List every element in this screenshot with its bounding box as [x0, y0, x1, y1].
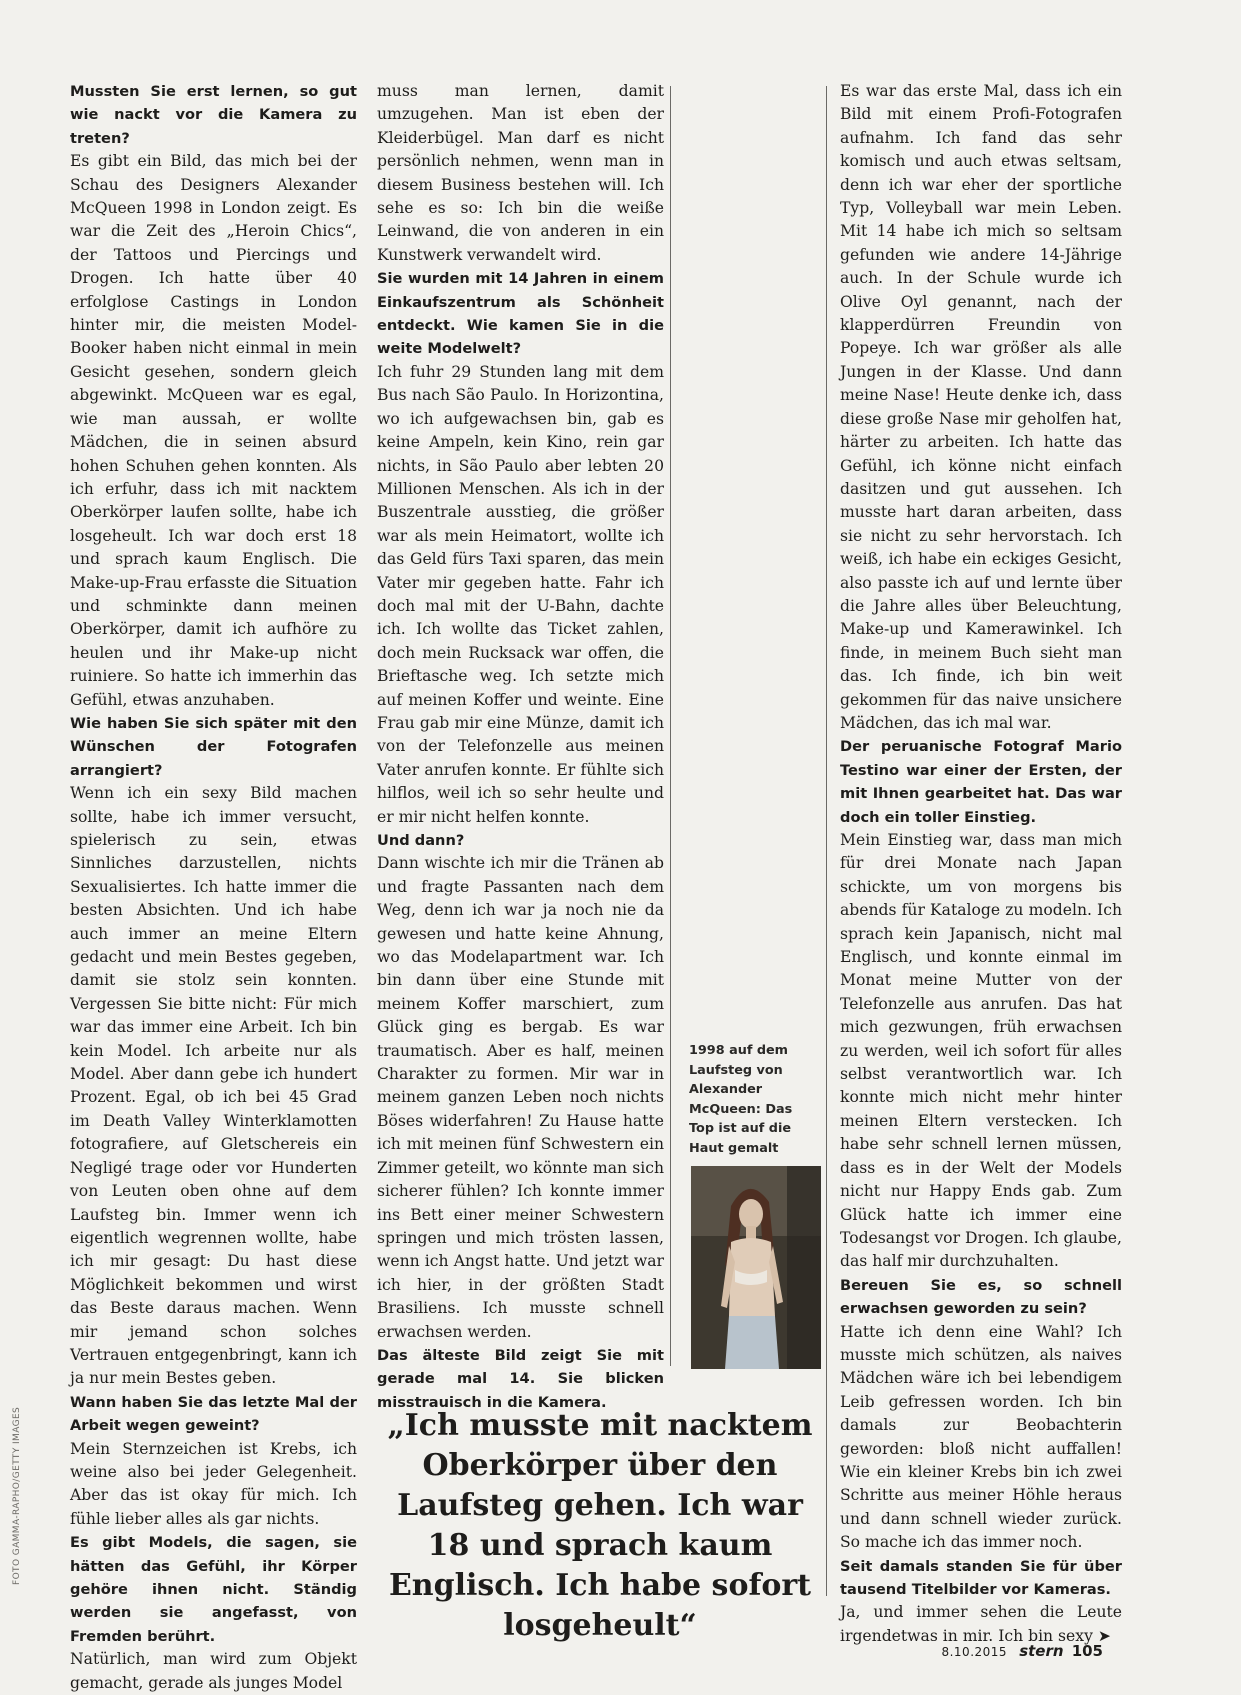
interview-answer: Ich fuhr 29 Stunden lang mit dem Bus nach São Paulo. In Horizontina, wo ich aufgewachsen bin, gab es keine Ampeln, kein Kino, rein gar nichts, in São Paulo aber lebten 20 Millionen Menschen. Als ich in der Buszentrale ausstieg, die größer war als mein Heimatort, wollte ich das Geld fürs Taxi sparen, das mein Vater mir gegeben hatte. Fahr ich doch mal mit der U-Bahn, dachte ich. Ich wollte das Ticket zahlen, doch mein Rucksack war offen, die Brieftasche weg. Ich setzte mich auf meinen Koffer und weinte. Eine Frau gab mir eine Münze, damit ich von der Telefonzelle aus meinen Vater anrufen konnte. Er fühlte sich hilflos, weil ich so sehr heulte und er mir nicht helfen konnte.: [377, 362, 664, 826]
interview-question: Und dann?: [377, 832, 465, 849]
page-footer: [941, 1642, 1103, 1660]
column-divider: [826, 86, 827, 1596]
interview-answer: Hatte ich denn eine Wahl? Ich musste mich schützen, als naives Mädchen wäre ich bei lebendigem Leib gefressen worden. Ich bin damals zur Beobachterin geworden: bloß nicht auffallen! Wie ein kleiner Krebs bin ich zwei Schritte aus meiner Höhle heraus und dann schnell wieder zurück. So mache ich das immer noch.: [840, 1322, 1122, 1552]
article-column-1: [70, 80, 357, 1695]
interview-question: Sie wurden mit 14 Jahren in einem Einkaufszentrum als Schönheit entdeckt. Wie kamen Sie in die weite Modelwelt?: [377, 270, 664, 358]
interview-answer: Es war das erste Mal, dass ich ein Bild mit einem Profi-Fotografen aufnahm. Ich fand das sehr komisch und auch etwas seltsam, denn ich war eher der sportliche Typ, Volleyball war mein Leben. Mit 14 habe ich mich so seltsam gefunden wie andere 14-Jährige auch. In der Schule wurde ich Olive Oyl genannt, nach der klapperdürren Freundin von Popeye. Ich war größer als alle Jungen in der Klasse. Und dann meine Nase! Heute denke ich, dass diese große Nase mir geholfen hat, härter zu arbeiten. Ich hatte das Gefühl, ich könne nicht einfach dasitzen und gut aussehen. Ich musste hart daran arbeiten, dass sie nicht zu sehr hervorstach. Ich weiß, ich habe ein eckiges Gesicht, also passte ich auf und lernte über die Jahre alles über Beleuchtung, Make-up und Kamerawinkel. Ich finde, in meinem Buch sieht man das. Ich finde, ich bin weit gekommen für das naive unsichere Mädchen, das ich mal war.: [840, 82, 1122, 732]
interview-question: Mussten Sie erst lernen, so gut wie nackt vor die Kamera zu treten?: [70, 83, 357, 147]
article-column-3: [840, 80, 1122, 1648]
interview-question: Wann haben Sie das letzte Mal der Arbeit wegen geweint?: [70, 1393, 357, 1435]
issue-date: 8.10.2015: [941, 1645, 1008, 1659]
runway-photo: [691, 1166, 821, 1369]
column-divider: [670, 86, 671, 1366]
photo-credit: FOTO GAMMA-RAPHO/GETTY IMAGES: [12, 1406, 22, 1585]
interview-question: Es gibt Models, die sagen, sie hätten das Gefühl, ihr Körper gehöre ihnen nicht. Ständig werden sie angefasst, von Fremden berührt.: [70, 1534, 357, 1645]
interview-answer: Ja, und immer sehen die Leute irgendetwas in mir. Ich bin sexy ➤: [840, 1603, 1122, 1645]
interview-answer: Dann wischte ich mir die Tränen ab und fragte Passanten nach dem Weg, denn ich war ja noch nie da gewesen und hatte keine Ahnung, wo das Modelapartment war. Ich bin dann über eine Stunde mit meinem Koffer marschiert, zum Glück ging es bergab. Es war traumatisch. Aber es half, meinen Charakter zu formen. Mir war in meinem ganzen Leben noch nichts Böses widerfahren! Zu Hause hatte ich mit meinen fünf Schwestern ein Zimmer geteilt, wo könnte man sich sicherer fühlen? Ich konnte immer ins Bett einer meiner Schwestern springen und mich trösten lassen, wenn ich Angst hatte. Und jetzt war ich hier, in der größten Stadt Brasiliens. Ich musste schnell erwachsen werden.: [377, 854, 664, 1341]
photo-caption: 1998 auf dem Laufsteg von Alexander McQueen: Das Top ist auf die Haut gemalt: [689, 1043, 793, 1156]
interview-answer: Mein Einstieg war, dass man mich für drei Monate nach Japan schickte, um von morgens bis abends für Kataloge zu modeln. Ich sprach kein Japanisch, nicht mal Englisch, und konnte einmal im Monat meine Mutter von der Telefonzelle aus anrufen. Das hat mich gezwungen, früh erwachsen zu werden, weil ich sofort für alles selbst verantwortlich war. Ich konnte mich nicht mehr hinter meinen Eltern verstecken. Ich habe sehr schnell lernen müssen, dass es in der Welt der Models nicht nur Happy Ends gab. Zum Glück hatte ich immer eine Todesangst vor Drogen. Ich glaube, das half mir durchzuhalten.: [840, 831, 1122, 1271]
interview-answer: muss man lernen, damit umzugehen. Man ist eben der Kleiderbügel. Man darf es nicht persönlich nehmen, wenn man in diesem Business bestehen will. Ich sehe es so: Ich bin die weiße Leinwand, die von anderen in ein Kunstwerk verwandelt wird.: [377, 82, 664, 264]
interview-question: Seit damals standen Sie für über tausend Titelbilder vor Kameras.: [840, 1557, 1122, 1598]
pull-quote: „Ich musste mit nacktem Oberkörper über den Laufsteg gehen. Ich war 18 und sprach kaum Englisch. Ich habe sofort losgeheult“: [387, 1408, 813, 1643]
article-column-2: [377, 80, 664, 1414]
interview-question: Der peruanische Fotograf Mario Testino war einer der Ersten, der mit Ihnen gearbeitet hat. Das war doch ein toller Einstieg.: [840, 738, 1122, 826]
interview-question: Bereuen Sie es, so schnell erwachsen geworden zu sein?: [840, 1276, 1122, 1318]
interview-answer: Mein Sternzeichen ist Krebs, ich weine also bei jeder Gelegenheit. Aber das ist okay für mich. Ich fühle lieber alles als gar nichts.: [70, 1439, 357, 1528]
interview-answer: Wenn ich ein sexy Bild machen sollte, habe ich immer versucht, spielerisch zu sein, etwas Sinnliches darzustellen, nichts Sexualisiertes. Ich hatte immer die besten Absichten. Und ich habe auch immer an meine Eltern gedacht und mein Bestes gegeben, damit sie stolz sein konnten. Vergessen Sie bitte nicht: Für mich war das immer eine Arbeit. Ich bin kein Model. Ich arbeite nur als Model. Aber dann gebe ich hundert Prozent. Egal, ob ich bei 45 Grad im Death Valley Winterklamotten fotografiere, auf Gletschereis ein Negligé trage oder vor Hunderten von Leuten oben ohne auf dem Laufsteg bin. Immer wenn ich eigentlich wegrennen wollte, habe ich mir gesagt: Du hast diese Möglichkeit bekommen und wirst das Beste daraus machen. Wenn mir jemand schon solches Vertrauen entgegenbringt, kann ich ja nur mein Bestes geben.: [70, 784, 357, 1388]
interview-answer: Es gibt ein Bild, das mich bei der Schau des Designers Alexander McQueen 1998 in London zeigt. Es war die Zeit des „Heroin Chics“, der Tattoos und Piercings und Drogen. Ich hatte über 40 erfolglose Castings in London hinter mir, die meisten Model-Booker haben nicht einmal in mein Gesicht gesehen, sondern gleich abgewinkt. McQueen war es egal, wie man aussah, er wollte Mädchen, die in seinen absurd hohen Schuhen gehen konnten. Als ich erfuhr, dass ich mit nacktem Oberkörper laufen sollte, habe ich losgeheult. Ich war doch erst 18 und sprach kaum Englisch. Die Make-up-Frau erfasste die Situation und schminkte dann meinen Oberkörper, damit ich aufhöre zu heulen und ihr Make-up nicht ruiniere. So hatte ich immerhin das Gefühl, etwas anzuhaben.: [70, 152, 357, 709]
interview-question: Wie haben Sie sich später mit den Wünschen der Fotografen arrangiert?: [70, 714, 357, 779]
interview-question: Das älteste Bild zeigt Sie mit gerade mal 14. Sie blicken misstrauisch in die Kamera.: [377, 1346, 664, 1411]
magazine-logo: stern: [1019, 1642, 1064, 1660]
page-number: 105: [1071, 1642, 1103, 1660]
runway-photo-illustration: [691, 1166, 821, 1369]
interview-answer: Natürlich, man wird zum Objekt gemacht, gerade als junges Model: [70, 1650, 357, 1692]
